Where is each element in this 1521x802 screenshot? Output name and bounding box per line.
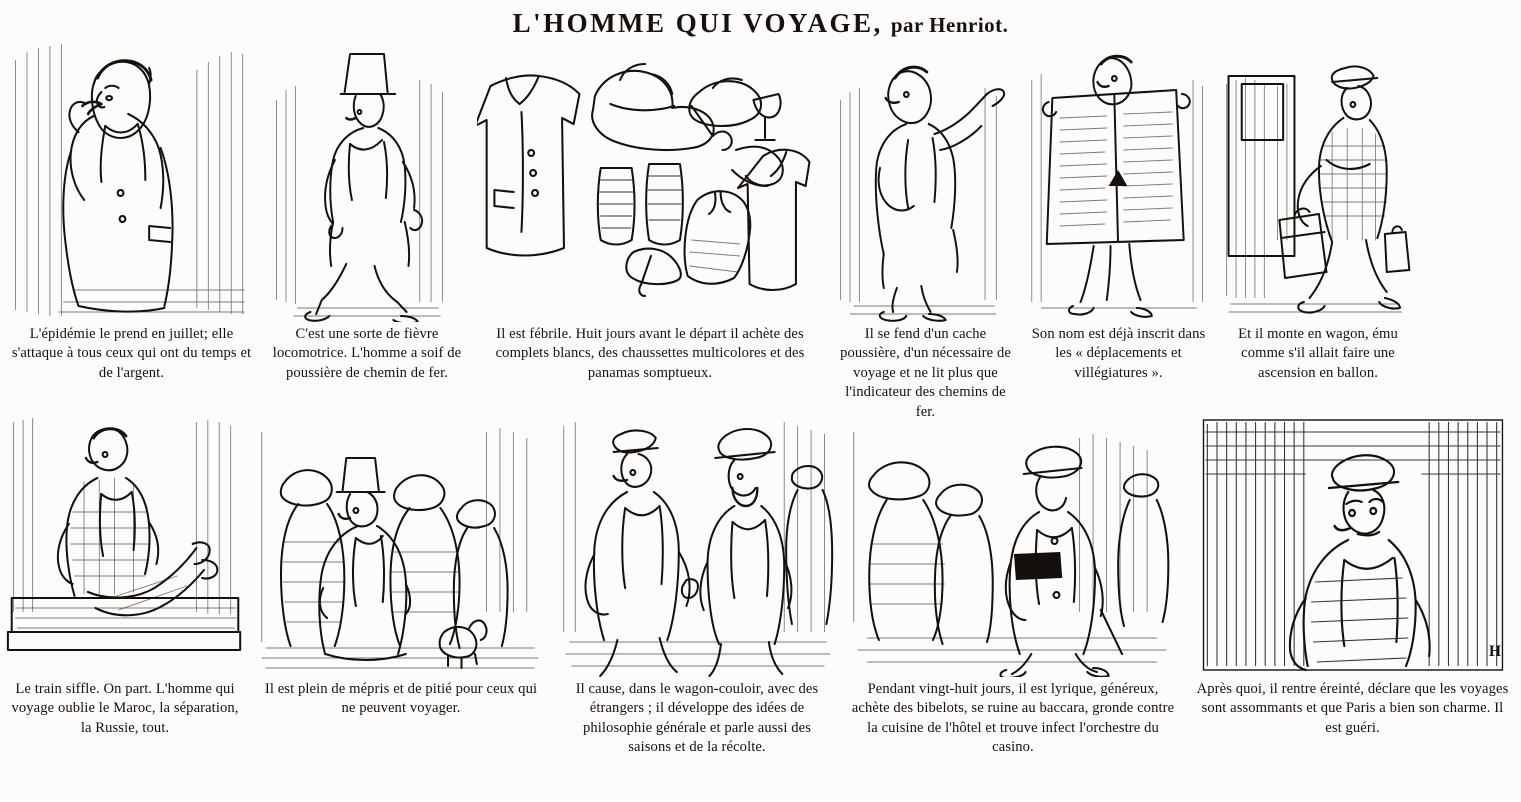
man-holding-head-thinking bbox=[6, 40, 257, 322]
comic-panel-2 bbox=[263, 40, 471, 383]
comic-panel-11-caption: Après quoi, il rentre éreinté, déclare que les voyages sont assommants et que Paris a bien son charme. Il est guéri. bbox=[1196, 681, 1509, 736]
comic-panel-10-caption: Pendant vingt-huit jours, il est lyrique, généreux, achète des bibelots, se ruine au baccara, gronde contre la cuisine de l'hôtel et trouve infect l'orchestre du casino. bbox=[851, 681, 1175, 756]
comic-panel-7 bbox=[0, 412, 250, 738]
travel-clothes-hats-and-luggage bbox=[477, 40, 823, 322]
comic-panel-1-caption: L'épidémie le prend en juillet; elle s'attaque à tous ceux qui ont du temps et de l'argent. bbox=[11, 326, 252, 381]
title-author-text: par Henriot. bbox=[890, 13, 1009, 37]
comic-panel-4-caption: Il se fend d'un cache poussière, d'un nécessaire de voyage et ne lit plus que l'indicateur des chemins de fer. bbox=[840, 326, 1011, 420]
comic-panel-9 bbox=[552, 412, 842, 758]
comic-panel-7-caption: Le train siffle. On part. L'homme qui voyage oublie le Maroc, la séparation, la Russie, tout. bbox=[11, 681, 239, 736]
man-boarding-train-carriage bbox=[1221, 40, 1415, 322]
page-title bbox=[0, 8, 1521, 39]
comic-panel-3-caption: Il est fébrile. Huit jours avant le départ il achète des complets blancs, des chaussettes multicolores et des panamas somptueux. bbox=[495, 326, 805, 381]
comic-panel-10 bbox=[842, 412, 1184, 758]
two-men-talking-in-corridor bbox=[558, 412, 836, 677]
comic-panel-8 bbox=[250, 412, 552, 719]
comic-panel-3 bbox=[471, 40, 829, 383]
comic-panel-9-caption: Il cause, dans le wagon-couloir, avec des étrangers ; il développe des idées de philosophie générale et parle aussi des saisons et de la récolte. bbox=[575, 681, 819, 756]
comic-panel-8-caption: Il est plein de mépris et de pitié pour ceux qui ne peuvent voyager. bbox=[264, 681, 538, 717]
comic-panel-1 bbox=[0, 40, 263, 383]
comic-strip-row-1 bbox=[0, 40, 1521, 420]
comic-panel-4 bbox=[829, 40, 1022, 422]
exhausted-man-slumped-in-chair bbox=[1190, 412, 1515, 677]
title-main-text: L'HOMME QUI VOYAGE, bbox=[512, 8, 883, 38]
man-pointing-with-coat bbox=[835, 40, 1016, 322]
comic-panel-6-caption: Et il monte en wagon, ému comme s'il allait faire une ascension en ballon. bbox=[1238, 326, 1398, 381]
man-seated-in-train-compartment bbox=[6, 412, 244, 677]
comic-strip-row-2 bbox=[0, 412, 1521, 802]
man-strolling-with-cane-in-resort bbox=[848, 412, 1178, 677]
comic-panel-5-caption: Son nom est déjà inscrit dans les « déplacements et villégiatures ». bbox=[1031, 326, 1206, 381]
man-in-top-hat-among-crowd bbox=[256, 412, 546, 677]
comic-panel-5 bbox=[1022, 40, 1215, 383]
comic-panel-2-caption: C'est une sorte de fièvre locomotrice. L'homme a soif de poussière de chemin de fer. bbox=[272, 326, 462, 381]
artist-signature: H bbox=[1488, 642, 1501, 661]
comic-panel-6 bbox=[1215, 40, 1421, 383]
man-reading-large-newspaper bbox=[1028, 40, 1209, 322]
comic-panel-11 bbox=[1184, 412, 1521, 738]
man-in-top-hat-walking bbox=[269, 40, 465, 322]
